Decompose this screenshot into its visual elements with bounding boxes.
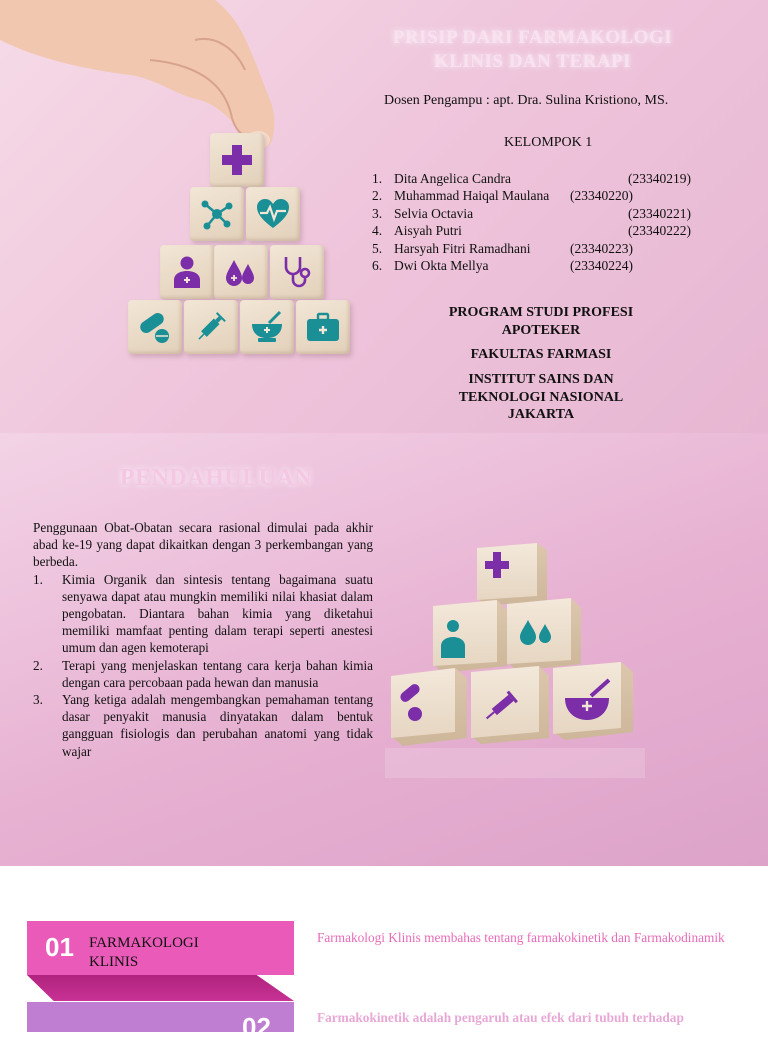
cube-firstaid: [296, 300, 350, 354]
first-aid-kit-icon: [305, 309, 341, 345]
item-01-fold: [27, 975, 294, 1001]
cube-syringe: [184, 300, 238, 354]
list-item: 3. Yang ketiga adalah mengembangkan pemahaman tentang dasar penyakit manusia dinyatakan dalam bentuk gangguan fisiologis dan perubahan anatomi yang tidak wajar: [33, 692, 373, 759]
doctor-icon: [447, 620, 459, 632]
group-label: KELOMPOK 1: [504, 135, 593, 150]
program-name: PROGRAM STUDI PROFESI APOTEKER: [448, 305, 634, 338]
list-item: 1. Kimia Organik dan sintesis tentang bagaimana suatu senyawa dapat atau mungkin memiliki nilai khasiat dalam pengobatan. Diantara bahan kimia yang diketahui memiliki mamfaat penting dalam terapi seperti anestesi umum dan agen kemoterapi: [33, 571, 373, 656]
cube-pill: [128, 300, 182, 354]
concept-slide: [0, 866, 768, 1042]
intro-text: [33, 519, 373, 760]
cube-stack-illustration: [385, 538, 645, 778]
section-title: PENDAHULUAN: [119, 465, 313, 491]
institute-name: INSTITUT SAINS DAN TEKNOLOGI NASIONAL JAKARTA: [458, 372, 624, 423]
syringe-icon: [193, 309, 229, 345]
intro-slide: [0, 433, 768, 866]
faculty-name: FAKULTAS FARMASI: [470, 347, 612, 362]
cube-plus: [210, 133, 264, 187]
cube-drops: [214, 245, 268, 299]
cube-doctor: [160, 245, 214, 299]
item-01-number: 01: [45, 932, 74, 962]
molecule-icon: [199, 196, 235, 232]
stethoscope-icon: [279, 254, 315, 290]
intro-paragraph: Penggunaan Obat-Obatan secara rasional dimulai pada akhir abad ke-19 yang dapat dikaitkan dengan 3 perkembangan yang berbeda.: [33, 520, 373, 570]
item-02-number: 02: [242, 1012, 271, 1042]
doctor-icon: [169, 254, 205, 290]
plus-cross-icon: [219, 142, 255, 178]
item-01-label: FARMAKOLOGI KLINIS: [89, 935, 199, 970]
mortar-pestle-icon: [249, 309, 285, 345]
cube-stethoscope: [270, 245, 324, 299]
blood-drop-icon: [223, 254, 259, 290]
cube-heart: [246, 187, 300, 241]
development-list: [33, 571, 373, 760]
title-slide: PRISIP DARI FARMAKOLOGI KLINIS DAN TERAPI Dosen Pengampu : apt. Dra. Sulina Kristiono, MS. KELOMPOK 1 1. Dita Angelica Candra (23340219) 2. Muhammad Haiqal Maulana (23340220) 3. Selvia Octavia (23340221) 4. Aisyah Putri (23340222) 5. Harsyah Fitri Ramadhani (23340223) 6. Dwi Okta Mellya (23340224) PROGRAM STUDI PROFESI APOTEKER FAKULTAS FARMASI INSTITUT SAINS DAN TEKNOLOGI NASIONAL JAKARTA: [0, 0, 768, 433]
slide-title: PRISIP DARI FARMAKOLOGI KLINIS DAN TERAPI: [392, 27, 673, 72]
cube-molecule: [190, 187, 244, 241]
lecturer-line: Dosen Pengampu : apt. Dra. Sulina Kristiono, MS.: [384, 93, 669, 108]
cube-mortar: [240, 300, 294, 354]
item-01-description: Farmakologi Klinis membahas tentang farmakokinetik dan Farmakodinamik: [317, 930, 725, 945]
capsule-pill-icon: [137, 309, 173, 345]
item-02-description: Farmakokinetik adalah pengaruh atau efek dari tubuh terhadap: [317, 1010, 684, 1025]
list-item: 2. Terapi yang menjelaskan tentang cara kerja bahan kimia dengan cara percobaan pada hewan dan manusia: [33, 657, 373, 690]
heart-pulse-icon: [255, 196, 291, 232]
